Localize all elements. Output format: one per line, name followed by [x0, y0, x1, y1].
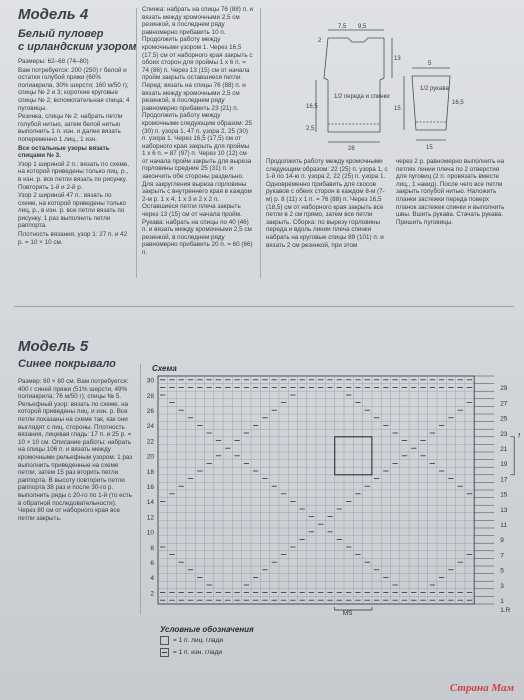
front-back-outline	[324, 38, 384, 132]
other-patterns: Все остальные узоры вязать спицами № 3.	[18, 144, 110, 160]
legend-title: Условные обозначения	[160, 625, 254, 634]
row-label-left: 4	[150, 575, 154, 583]
ms-bracket-right	[510, 437, 514, 475]
row-label-right: 29	[500, 385, 508, 393]
row-label-left: 22	[146, 438, 154, 446]
garment-schematic	[300, 20, 510, 152]
knitting-chart	[140, 368, 520, 620]
sizes: Размеры: 62–68 (74–80)	[18, 58, 89, 65]
section-divider	[14, 306, 514, 307]
dim-top: 7,5	[338, 24, 347, 30]
assembly: через 2 р. равномерно выполнить на петлях линии плеча по 2 отверстия для пуговиц (2 п. провязать вместе лиц., 1 накид). После чего все петли закрыть голубой нитью. Наложить планки застежки переда поверх планок застежек спинки и выполнить швы. Вшить рукава. Стачать рукава. Пришить пуговицы.	[396, 158, 505, 226]
dim-width: 28	[348, 146, 355, 152]
legend-symbol-blank	[160, 636, 169, 645]
row-label-left: 10	[146, 529, 154, 537]
model-4-col-4	[396, 158, 508, 278]
label-sleeve: 1/2 рукава	[420, 86, 449, 92]
row-label-right: 11	[500, 522, 507, 529]
materials: Вам потребуется: 200 (250) г белой и остатки голубой пряжи (60% полиакрила, 30% шерсти; 160 м/50 г); спицы № 2 и 3; короткие круговые спицы № 2; вспомогательная спица; 4 пуговицы.	[18, 66, 130, 112]
sleeve-dim-width: 15	[426, 145, 433, 151]
model-4-col-3	[266, 158, 388, 278]
watermark-text: Страна Мам	[449, 682, 514, 694]
model-4-col-1	[18, 58, 130, 278]
row-label-right: 17	[500, 476, 508, 484]
dim-side: 13	[394, 56, 401, 62]
dim-length: 16,5	[306, 104, 318, 110]
row-label-right: 25	[500, 415, 508, 423]
row-label-left: 14	[146, 499, 154, 507]
model-4-subtitle-1: Белый пуловер	[18, 28, 104, 40]
legend-item-knit	[160, 636, 223, 645]
row-label-left: 28	[146, 392, 154, 400]
legend-symbol-dash	[160, 648, 169, 657]
legend-text-purl: = 1 п. изн. глади	[173, 649, 223, 656]
model-4-subtitle-2: с ирландским узором	[18, 41, 137, 53]
row-label-right: 15	[500, 491, 508, 499]
row-label-right: 7	[500, 552, 504, 560]
row-label-right: 3	[500, 582, 504, 590]
rib: Резинка, спицы № 2: набрать петли голубой нитью, затем белой нитью выполнить 1 п. изн. и далее вязать попеременно 1 лиц., 1 изн.	[18, 113, 123, 143]
row-label-right: 19	[500, 461, 508, 469]
model-5-text	[18, 378, 134, 618]
row-label-right: 21	[500, 446, 508, 453]
column-divider	[260, 8, 261, 278]
model-4-col-2	[142, 6, 254, 282]
model-5-title: Модель 5	[18, 338, 89, 355]
back-front-sleeve: Спинка: набрать на спицы 76 (88) п. и вязать между кромочными 2,5 см резинкой, в последнем ряду равномерно прибавить 10 п. Продолжить работу между кромочными узором 1. Через 16,5 (17,5) см от наборного края закрыть с обоих сторон для проймы 1 х 6 п. = 74 (86) п. Через 13 (15) см от начала пройм закрыть оставшиеся петли. Перед: вязать на спицы 76 (88) п. и вязать между кромочными 2,5 см резинкой, в последнем ряду равномерно прибавить 23 (21) п. Продолжить работу между кромочными следующим образом: 25 (30) п. узора 1, 47 п. узора 2, 25 (30) п. узора 1. Через 16,5 (17,5) см от наборного края закрыть для проймы 1 х 6 п. = 87 (97) п. Через 10 (12) см от начала пройм закрыть для выреза горловины средние 25 (31) п. и закончить обе стороны раздельно. Для закругления выреза горловины закрыть с внутреннего края в каждом 2-м р. 1 х 4, 1 х 3 и 2 х 2 п. Оставшиеся петли плеча закрыть через 13 (15) см от начала пройм. Рукава: набрать на спицы по 40 (46) п. и вязать между кромочными 2,5 см резинкой, в последнем ряду равномерно прибавить 20 п. = 60 (66) п.	[142, 6, 254, 256]
row-label-right: 27	[500, 400, 508, 408]
row-label-left: 8	[150, 544, 154, 552]
model-4-title: Модель 4	[18, 6, 89, 23]
row-label-left: 2	[150, 590, 154, 598]
start-row-label: 1.R	[500, 607, 511, 614]
legend-text-knit: = 1 п. лиц. глади	[173, 637, 223, 644]
row-label-left: 30	[146, 377, 154, 385]
chart-title: Схема	[152, 364, 177, 373]
row-label-right: 13	[500, 506, 508, 514]
pattern-1: Узор 1 шириной 2 п.: вязать по схеме, на которой приведены только лиц. р., в изн. р. все петли вязать по рисунку. Повторять 1-й и 2-й р.	[18, 160, 130, 191]
row-label-right: 1	[500, 598, 504, 605]
pattern-2: Узор 2 шириной 47 п.: вязать по схеме, на которой приведены только лиц. р., в изн. р. все петли вязать по рисунку. 1 раз выполнить петли раппорта.	[18, 192, 127, 230]
row-label-left: 6	[150, 560, 154, 567]
dim-mid: 9,5	[358, 24, 367, 30]
sleeve-continue: Продолжить работу между кромочными следующим образом: 22 (25) п. узора 1, с 1-й по 14-ю п. узора 2, 22 (25) п. узора 1. Одновременно прибавить для скосов рукавов с обеих сторон в каждом 8-м (7-м) р. 8 (11) х 1 п. = 76 (88) п. Через 16,5 (18,5) см от наборного края закрыть все петли в 2 см прямо, затем все петли закрыть. Сборка: по вырезу горловины переда и вдоль линии плеча спинки набрать на круговые спицы 89 (101) п. и вязать 2 см резинкой, при этом	[266, 158, 388, 249]
row-label-right: 23	[500, 430, 508, 438]
row-label-right: 5	[500, 567, 504, 575]
ms-label-bottom: MS	[342, 610, 353, 617]
dim-rib: 2,5	[306, 126, 315, 132]
column-divider	[136, 8, 137, 278]
row-label-left: 18	[146, 468, 154, 476]
ms-bracket-bottom	[335, 607, 372, 610]
row-label-left: 26	[146, 408, 154, 415]
row-label-right: 9	[500, 537, 504, 545]
row-label-left: 16	[146, 484, 154, 491]
row-label-left: 24	[146, 423, 154, 431]
sleeve-dim-mid: 15	[394, 106, 401, 112]
sleeve-dim-len: 16,5	[452, 100, 464, 106]
dim-left: 2	[318, 38, 322, 44]
legend-item-purl	[160, 648, 222, 657]
sleeve-dim-top: 5	[428, 61, 432, 67]
watermark	[450, 682, 514, 694]
blanket-instructions: Размер: 60 × 80 см. Вам потребуется: 400 г синей пряжи (51% шерсти, 49% полиакрила; 76 м/50 г); спицы № 5. Рельефный узор: вязать по схеме, на которой приведены лиц. и изн. р. Все петли показаны на схеме так, как они выглядят с лиц. стороны. Плотность вязания, лицевая гладь: 17 п. и 25 р. = 10 × 10 см. Описание работы: набрать на спицы 106 п. и вязать между кромочными рельефным узором. 1 раз выполнить приведенные на схеме петли, затем 15 раз вторить петли раппорта. В высоту повторить петли раппорта 38 раз и после 30-го р. выполнить ряды с 20-го по 1-й (то есть в обратной последовательности). Через 80 см от наборного края все петли закрыть.	[18, 378, 133, 522]
density: Плотность вязания, узор 1: 27 п. и 42 р. = 10 × 10 см.	[18, 231, 128, 246]
row-label-left: 12	[146, 514, 154, 522]
model-5-subtitle: Синее покрывало	[18, 358, 116, 370]
row-label-left: 20	[146, 453, 154, 461]
label-front-back: 1/2 переда и спинки	[334, 94, 390, 100]
ms-label-right	[518, 433, 520, 440]
